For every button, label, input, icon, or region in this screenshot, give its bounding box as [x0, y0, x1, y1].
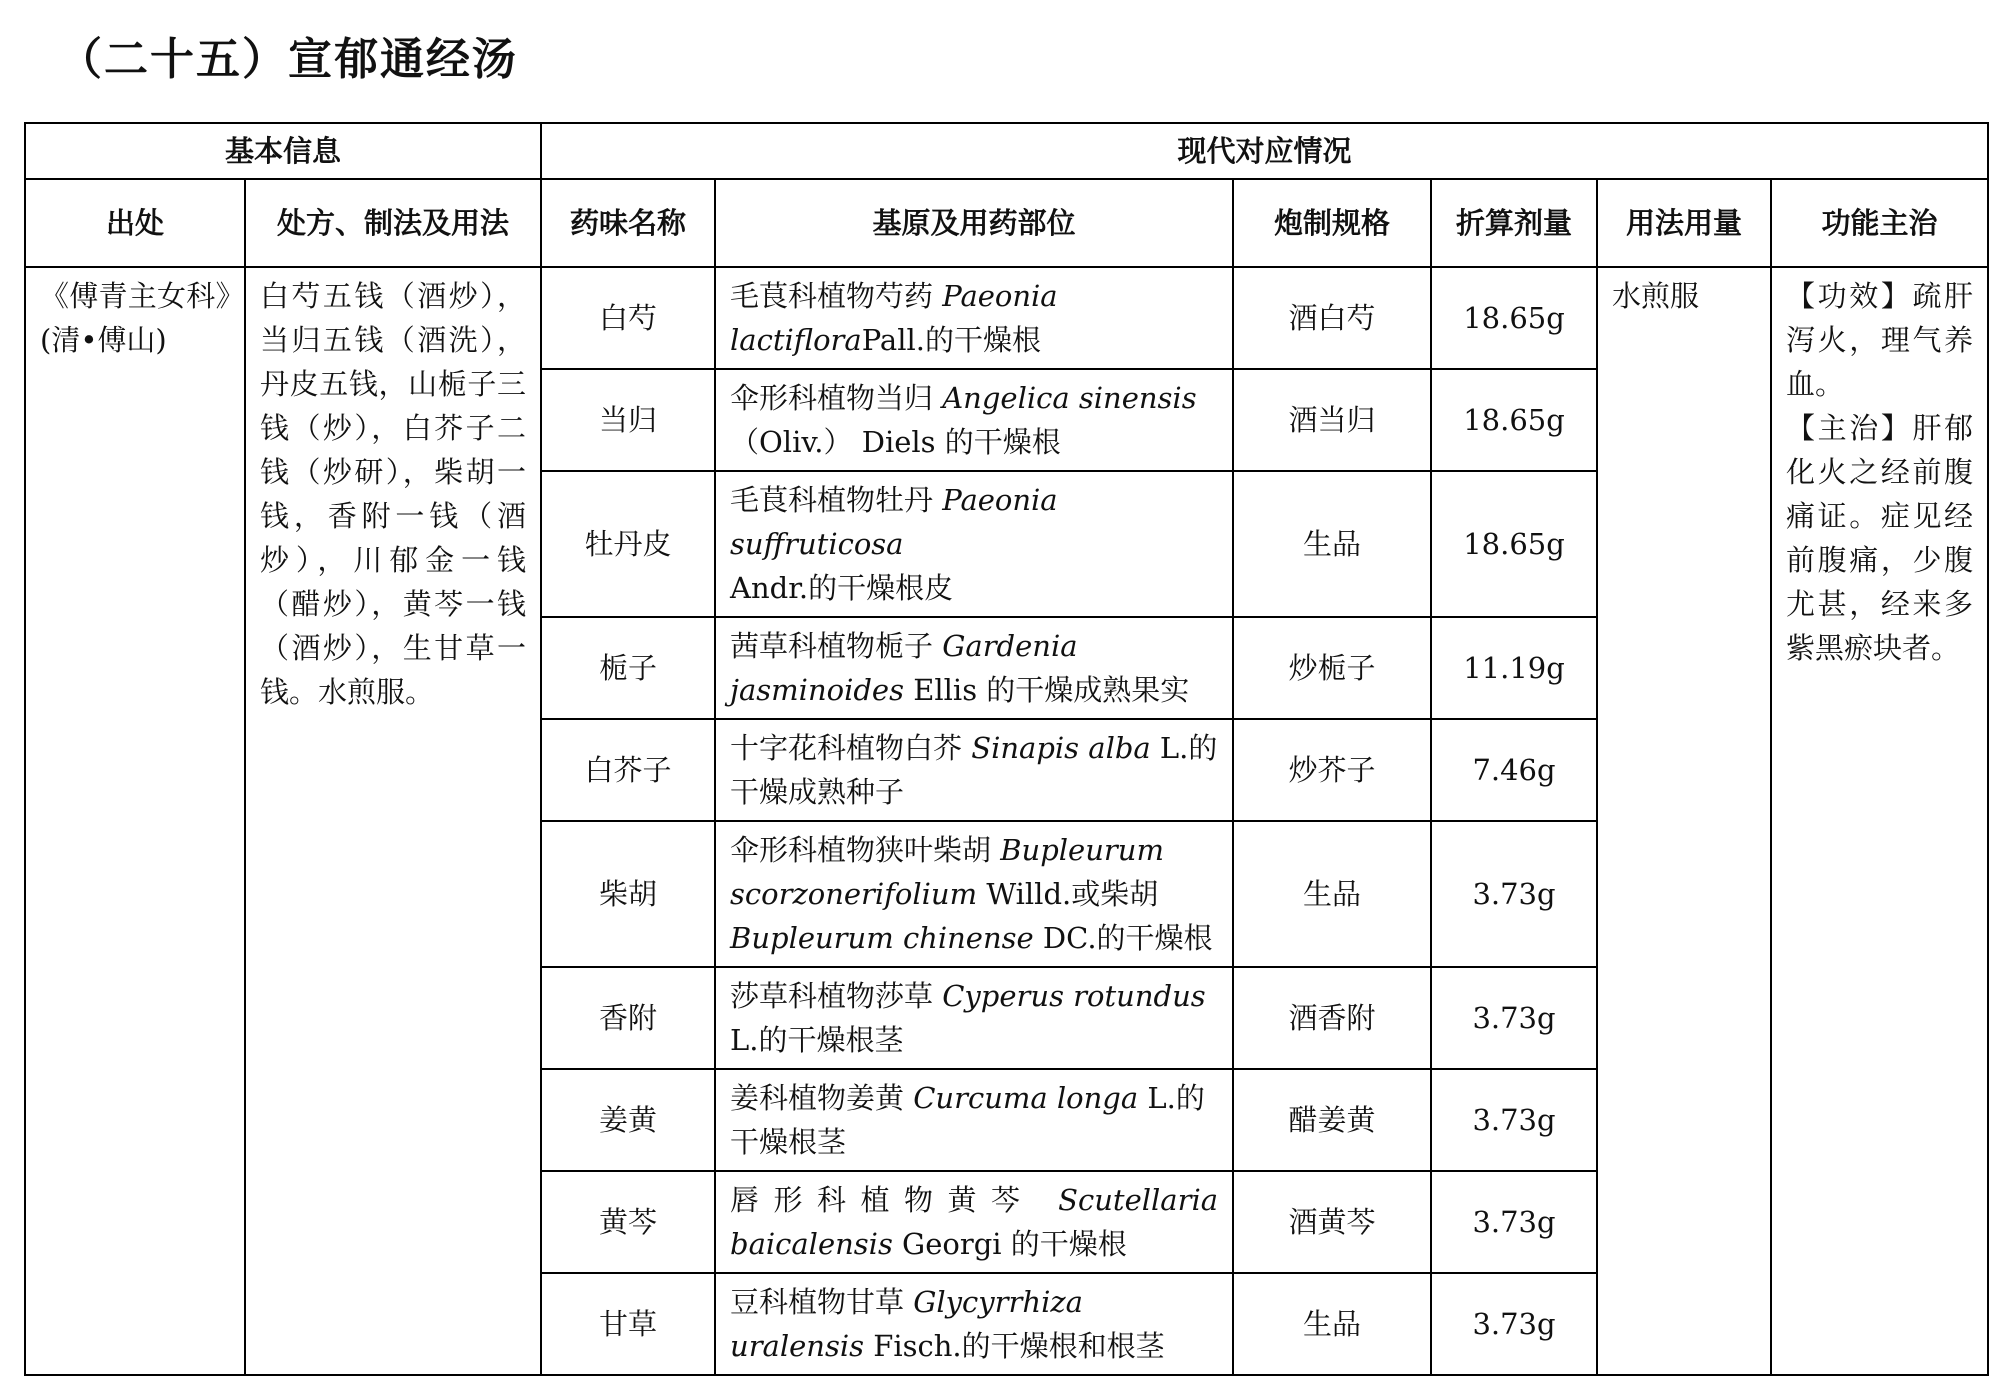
dose-value: 3.73g — [1431, 967, 1597, 1069]
col-header-usage: 用法用量 — [1597, 179, 1771, 267]
processing-spec: 酒白芍 — [1233, 267, 1431, 369]
herb-name: 牡丹皮 — [541, 471, 715, 617]
processing-spec: 酒黄芩 — [1233, 1171, 1431, 1273]
processing-spec: 炒栀子 — [1233, 617, 1431, 719]
processing-spec: 酒当归 — [1233, 369, 1431, 471]
origin-text: L.的干燥根茎 — [730, 1023, 904, 1057]
herb-name: 栀子 — [541, 617, 715, 719]
col-header-function: 功能主治 — [1771, 179, 1988, 267]
processing-spec: 炒芥子 — [1233, 719, 1431, 821]
latin-name: Sinapis alba — [971, 731, 1151, 765]
origin-text: 姜科植物姜黄 — [730, 1081, 914, 1115]
latin-name: Paeonia suffruticosa — [730, 483, 1058, 561]
origin-text: Willd.或柴胡 — [977, 877, 1159, 911]
col-header-origin: 基原及用药部位 — [715, 179, 1233, 267]
origin-text: DC.的干燥根 — [1033, 921, 1213, 955]
herb-name: 白芥子 — [541, 719, 715, 821]
source-cell: 《傅青主女科》(清•傅山) — [25, 267, 245, 1375]
latin-name: Glycyrrhiza uralensis — [730, 1285, 1083, 1363]
origin-cell — [715, 267, 1233, 369]
function-cell — [1771, 267, 1988, 1375]
herb-name: 柴胡 — [541, 821, 715, 967]
dose-value: 18.65g — [1431, 267, 1597, 369]
herb-name: 黄芩 — [541, 1171, 715, 1273]
origin-cell — [715, 617, 1233, 719]
dose-value: 3.73g — [1431, 1069, 1597, 1171]
origin-text: Pall.的干燥根 — [861, 323, 1041, 357]
dose-value: 7.46g — [1431, 719, 1597, 821]
origin-text: 莎草科植物莎草 — [730, 979, 943, 1013]
dose-value: 3.73g — [1431, 1171, 1597, 1273]
origin-text: 茜草科植物栀子 — [730, 629, 943, 663]
origin-text: 唇形科植物黄芩 — [730, 1183, 1059, 1217]
header-basic-info: 基本信息 — [25, 123, 541, 179]
col-header-herb: 药味名称 — [541, 179, 715, 267]
origin-text: L.的干燥根茎 — [730, 1081, 1205, 1159]
latin-name: Scutellaria baicalensis — [730, 1183, 1219, 1261]
herb-name: 当归 — [541, 369, 715, 471]
usage-cell: 水煎服 — [1597, 267, 1771, 1375]
origin-cell — [715, 821, 1233, 967]
function-indication: 【主治】肝郁化火之经前腹痛证。症见经前腹痛，少腹尤甚，经来多紫黑瘀块者。 — [1786, 411, 1974, 665]
latin-name: Gardenia jasminoides — [730, 629, 1078, 707]
origin-cell — [715, 369, 1233, 471]
latin-name: Angelica sinensis — [942, 381, 1197, 415]
origin-text: 豆科植物甘草 — [730, 1285, 914, 1319]
column-header-row — [25, 179, 1988, 267]
header-modern-info: 现代对应情况 — [541, 123, 1988, 179]
processing-spec: 生品 — [1233, 821, 1431, 967]
processing-spec: 生品 — [1233, 1273, 1431, 1375]
origin-text: Fisch.的干燥根和根茎 — [864, 1329, 1165, 1363]
col-header-dose: 折算剂量 — [1431, 179, 1597, 267]
herb-name: 姜黄 — [541, 1069, 715, 1171]
latin-name: Bupleurum chinense — [730, 921, 1034, 955]
col-header-processing: 炮制规格 — [1233, 179, 1431, 267]
origin-text: 伞形科植物当归 — [730, 381, 943, 415]
latin-name: Curcuma longa — [913, 1081, 1139, 1115]
processing-spec: 醋姜黄 — [1233, 1069, 1431, 1171]
function-efficacy: 【功效】疏肝泻火，理气养血。 — [1786, 279, 1974, 401]
herb-name: 香附 — [541, 967, 715, 1069]
origin-text: Georgi 的干燥根 — [892, 1227, 1127, 1261]
group-header-row — [25, 123, 1988, 179]
formula-table — [24, 122, 1989, 1376]
herb-name: 甘草 — [541, 1273, 715, 1375]
latin-name: Cyperus rotundus — [942, 979, 1206, 1013]
page-title: （二十五）宣郁通经汤 — [58, 34, 518, 85]
table-row — [25, 267, 1988, 369]
col-header-prescription: 处方、制法及用法 — [245, 179, 541, 267]
origin-cell — [715, 719, 1233, 821]
origin-text: Andr.的干燥根皮 — [730, 571, 954, 605]
origin-text: 毛茛科植物牡丹 — [730, 483, 943, 517]
herb-name: 白芍 — [541, 267, 715, 369]
origin-cell — [715, 967, 1233, 1069]
origin-cell — [715, 1171, 1233, 1273]
latin-name: Bupleurum scorzonerifolium — [730, 833, 1164, 911]
origin-text: 毛茛科植物芍药 — [730, 279, 943, 313]
processing-spec: 生品 — [1233, 471, 1431, 617]
origin-text: Ellis 的干燥成熟果实 — [903, 673, 1190, 707]
processing-spec: 酒香附 — [1233, 967, 1431, 1069]
origin-cell — [715, 1069, 1233, 1171]
dose-value: 3.73g — [1431, 1273, 1597, 1375]
origin-text: （Oliv.） Diels 的干燥根 — [730, 425, 1061, 459]
origin-text: 伞形科植物狭叶柴胡 — [730, 833, 1001, 867]
col-header-source: 出处 — [25, 179, 245, 267]
dose-value: 11.19g — [1431, 617, 1597, 719]
origin-text: L.的干燥成熟种子 — [730, 731, 1218, 809]
origin-text: 十字花科植物白芥 — [730, 731, 972, 765]
dose-value: 18.65g — [1431, 369, 1597, 471]
dose-value: 3.73g — [1431, 821, 1597, 967]
prescription-cell: 白芍五钱（酒炒），当归五钱（酒洗），丹皮五钱，山栀子三钱（炒），白芥子二钱（炒研），柴胡一钱，香附一钱（酒炒），川郁金一钱（醋炒），黄芩一钱（酒炒），生甘草一钱。水煎服。 — [245, 267, 541, 1375]
latin-name: Paeonia lactiflora — [730, 279, 1058, 357]
origin-cell — [715, 1273, 1233, 1375]
dose-value: 18.65g — [1431, 471, 1597, 617]
origin-cell — [715, 471, 1233, 617]
